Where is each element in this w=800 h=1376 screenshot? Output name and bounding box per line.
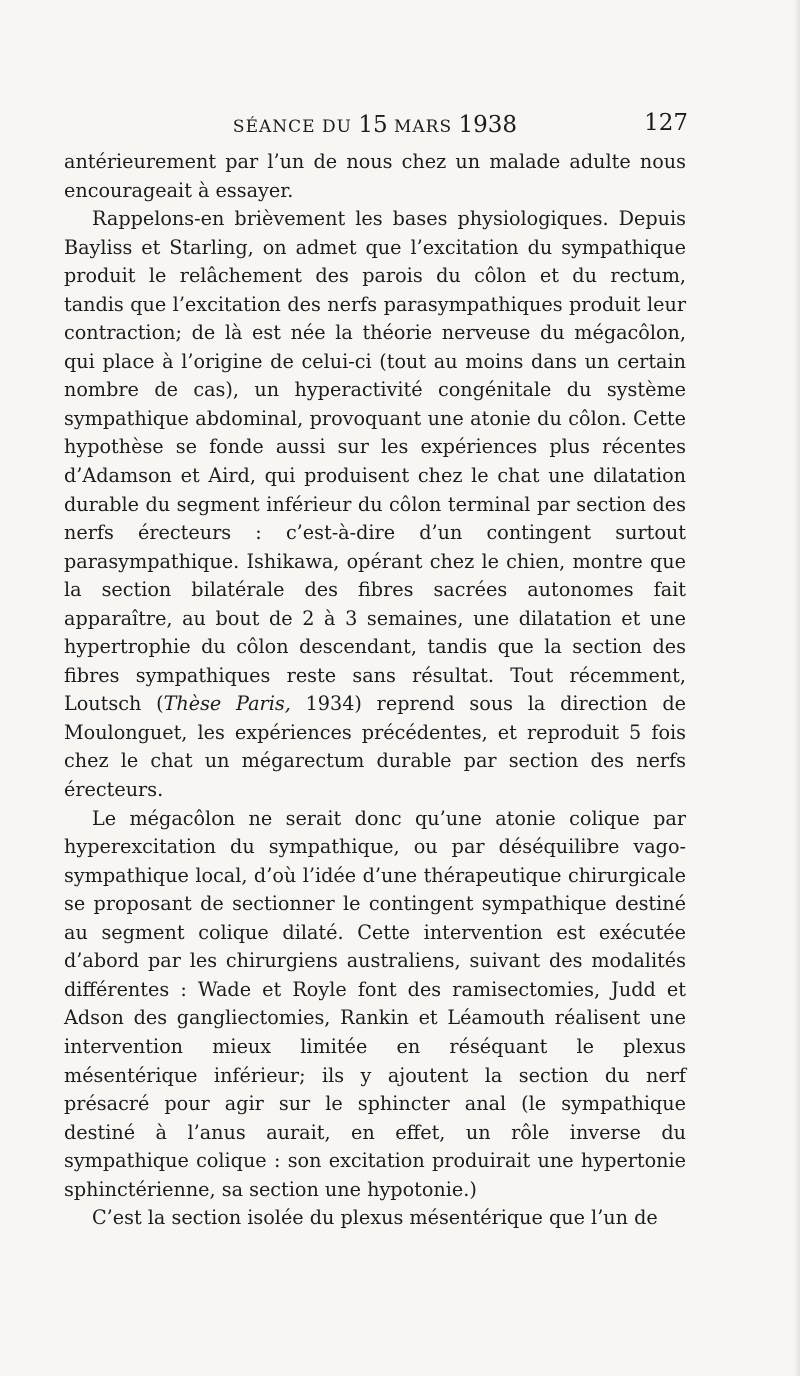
running-head-month: MARS: [387, 117, 459, 137]
body-text: [64, 148, 686, 1233]
paragraph-physiology-main: Rappelons-en brièvement les bases physiologiques. Depuis Bayliss et Starling, on admet que l’excitation du sympathique produit le relâchement des parois du côlon et du rectum, tandis que l’excitation des nerfs parasympathiques produit leur contraction; de là est née la théorie nerveuse du mégacôlon, qui place à l’origine de celui-ci (tout au moins dans un certain nombre de cas), un hyperactivité congénitale du système sympathique abdominal, provoquant une atonie du côlon. Cette hypothèse se fonde aussi sur les expériences plus récentes d’Adamson et Aird, qui produisent chez le chat une dilatation durable du segment inférieur du côlon terminal par section des nerfs érecteurs : c’est-à-dire d’un contingent surtout parasympathique. Ishikawa, opérant chez le chien, montre que la section bilatérale des fibres sacrées autonomes fait apparaître, au bout de 2 à 3 semaines, une dilatation et une hypertrophie du côlon descendant, tandis que la section des fibres sympathiques reste sans résultat.: [64, 207, 686, 687]
loutsch-citation-title: Thèse Paris,: [163, 692, 291, 716]
paragraph-plexus: C’est la section isolée du plexus mésentérique que l’un de: [92, 1206, 658, 1230]
paragraph-megacolon: Le mégacôlon ne serait donc qu’une atonie colique par hyperexcitation du sympathique, ou par déséquilibre vago-sympathique local, d’où l’idée d’une thérapeutique chirurgicale se proposant de sectionner le contingent sympathique destiné au segment colique dilaté. Cette intervention est exécutée d’abord par les chirurgiens australiens, suivant des modalités différentes : Wade et Royle font des ramisectomies, Judd et Adson des gangliectomies, Rankin et Léamouth réalisent une intervention mieux limitée en réséquant le plexus mésentérique inférieur; ils y ajoutent la section du nerf présacré pour agir sur le sphincter anal (le sympathique destiné à l’anus aurait, en effet, un rôle inverse du sympathique colique : son excitation produirait une hypertonie sphinctérienne, sa section une hypotonie.): [64, 806, 686, 1201]
running-head: [64, 112, 686, 138]
running-head-year: 1938: [458, 112, 518, 138]
page-number: 127: [644, 110, 688, 136]
running-head-prefix: SÉANCE DU: [232, 117, 359, 137]
paragraph-physiology: [64, 205, 686, 804]
page-header: [64, 106, 686, 142]
page-edge-shadow: [794, 0, 800, 1376]
loutsch-citation-post: 1934) reprend sous la direction de Moulonguet, les expériences précédentes, et reproduit 5 fois chez le chat un mégarectum durable par section des nerfs érecteurs.: [64, 692, 686, 802]
loutsch-citation-pre: Tout récemment, Loutsch (: [64, 663, 686, 716]
paragraph-continued: antérieurement par l’un de nous chez un malade adulte nous encourageait à essayer.: [64, 150, 686, 202]
running-head-day: 15: [358, 112, 388, 138]
